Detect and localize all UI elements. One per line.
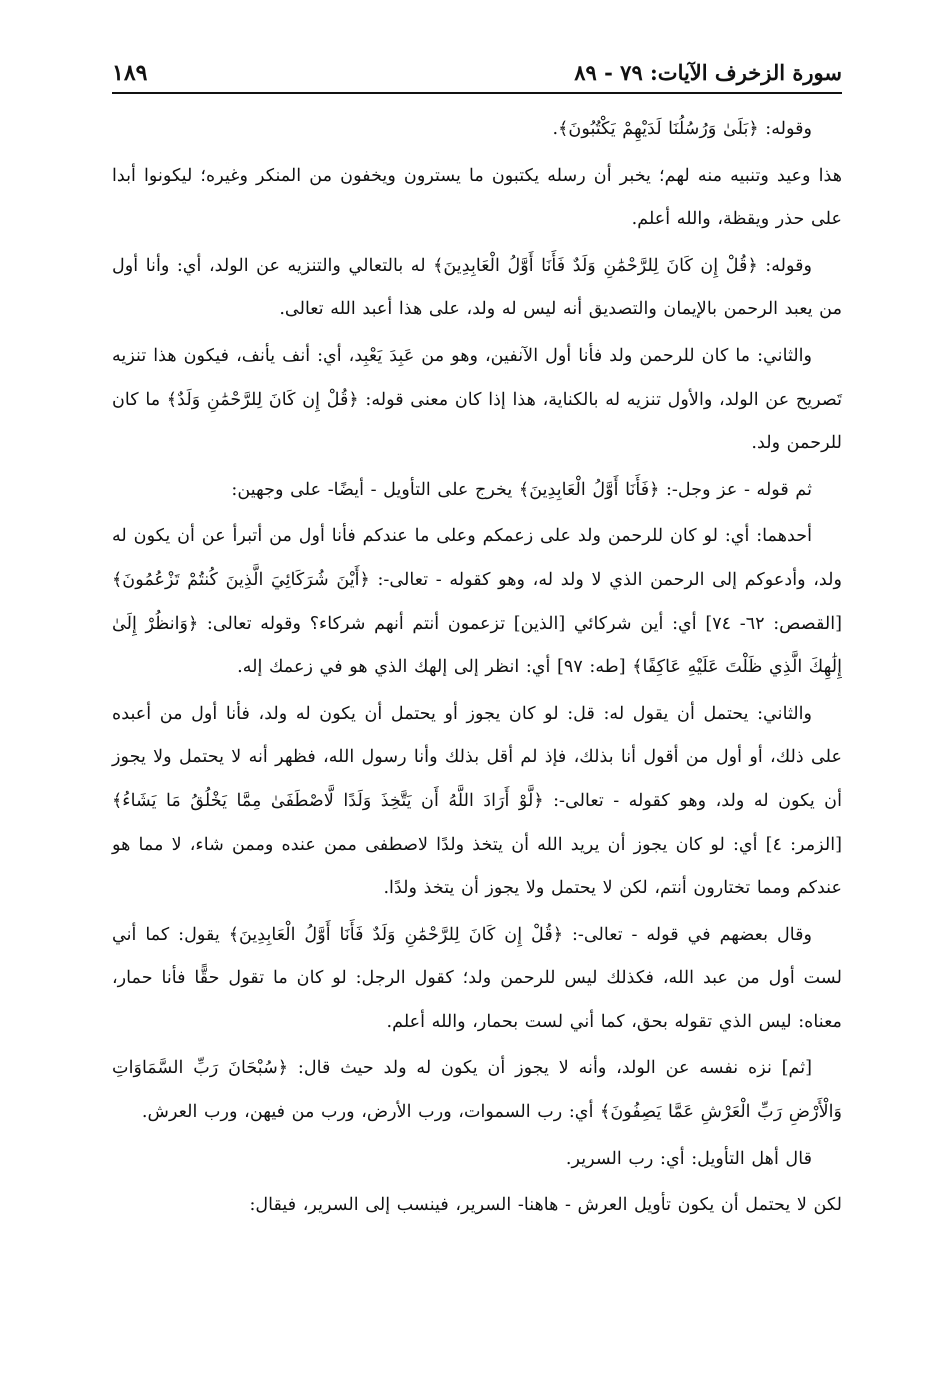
paragraph: أحدهما: أي: لو كان للرحمن ولد على زعمكم وعلى ما عندكم فأنا أول من أتبرأ عن أن يكون له ولد، وأدعوكم إلى الرحمن الذي لا ولد له، وهو كقوله - تعالى-: ﴿أَيْنَ شُرَكَائِيَ الَّذِينَ كُنتُمْ تَزْعُمُونَ﴾ [القصص: ٦٢- ٧٤] أي: أين شركائي [الذين] تزعمون أنتم أنهم شركاء؟ وقوله تعالى: ﴿وَانظُرْ إِلَىٰ إِلَٰهِكَ الَّذِي ظَلْتَ عَلَيْهِ عَاكِفًا﴾ [طه: ٩٧] أي: انظر إلى إلهك الذي هو في زعمك إله. [112,526,842,678]
page-number: ١٨٩ [112,60,148,86]
running-header [112,56,842,94]
paragraph: هذا وعيد وتنبيه منه لهم؛ يخبر أن رسله يكتبون ما يسترون ويخفون من المنكر وغيره؛ ليكونوا أبدا على حذر ويقظة، والله أعلم. [112,165,842,230]
paragraph: قال أهل التأويل: أي: رب السرير. [565,1148,812,1169]
paragraph: والثاني: يحتمل أن يقول له: قل: لو كان يجوز أو يحتمل أن يكون له ولد، فأنا أول من أعبده على ذلك، أو أول من أقول أنا بذلك، فإذ لم أقل بذلك وأنا رسول الله، فظهر أنه لا يحتمل ولا يجوز أن يكون له ولد، وهو كقوله - تعالى-: ﴿لَّوْ أَرَادَ اللَّهُ أَن يَتَّخِذَ وَلَدًا لَّاصْطَفَىٰ مِمَّا يَخْلُقُ مَا يَشَاءُ﴾ [الزمر: ٤] أي: لو كان يجوز أن يريد الله أن يتخذ ولدًا لاصطفى ممن عنده وممن شاء، لا مما هو عندكم ومما تختارون أنتم، لكن لا يحتمل ولا يجوز أن يتخذ ولدًا. [112,703,842,899]
running-title: سورة الزخرف الآيات: ٧٩ - ٨٩ [574,60,842,85]
document-page [112,56,842,1355]
paragraph: لكن لا يحتمل أن يكون تأويل العرش - هاهنا- السرير، فينسب إلى السرير، فيقال: [249,1195,842,1216]
paragraph: والثاني: ما كان للرحمن ولد فأنا أول الآنفين، وهو من عَبِدَ يَعْبِد، أي: أنف يأنف، فيكون هذا تنزيه تَصريح عن الولد، والأول تنزيه له بالكناية، هذا إذا كان معنى قوله: ﴿قُلْ إِن كَانَ لِلرَّحْمَٰنِ وَلَدٌ﴾ ما كان للرحمن ولد. [112,345,842,454]
paragraph: [ثم] نزه نفسه عن الولد، وأنه لا يجوز أن يكون له ولد حيث قال: ﴿سُبْحَانَ رَبِّ السَّمَاوَاتِ وَالْأَرْضِ رَبِّ الْعَرْشِ عَمَّا يَصِفُونَ﴾ أي: رب السموات، ورب الأرض، ورب من فيهن، ورب العرش. [112,1058,842,1123]
paragraph: وقوله: ﴿قُلْ إِن كَانَ لِلرَّحْمَٰنِ وَلَدٌ فَأَنَا أَوَّلُ الْعَابِدِينَ﴾ له بالتعالي والتنزيه عن الولد، أي: وأنا أول من يعبد الرحمن بالإيمان والتصديق أنه ليس له ولد، على هذا أعبد الله تعالى. [112,255,842,320]
paragraph: وقال بعضهم في قوله - تعالى-: ﴿قُلْ إِن كَانَ لِلرَّحْمَٰنِ وَلَدٌ فَأَنَا أَوَّلُ الْعَابِدِينَ﴾ يقول: كما أني لست أول من عبد الله، فكذلك ليس للرحمن ولد؛ كقول الرجل: لو كان ما تقول حقًّا فأنا حمار، معناه: ليس الذي تقوله بحق، كما أني لست بحمار، والله أعلم. [112,924,842,1032]
paragraph: وقوله: ﴿بَلَىٰ وَرُسُلُنَا لَدَيْهِمْ يَكْتُبُونَ﴾. [552,119,812,139]
paragraph: ثم قوله - عز وجل-: ﴿فَأَنَا أَوَّلُ الْعَابِدِينَ﴾ يخرج على التأويل - أيضًا- على وجهين: [231,479,812,500]
body-text [112,108,842,1228]
